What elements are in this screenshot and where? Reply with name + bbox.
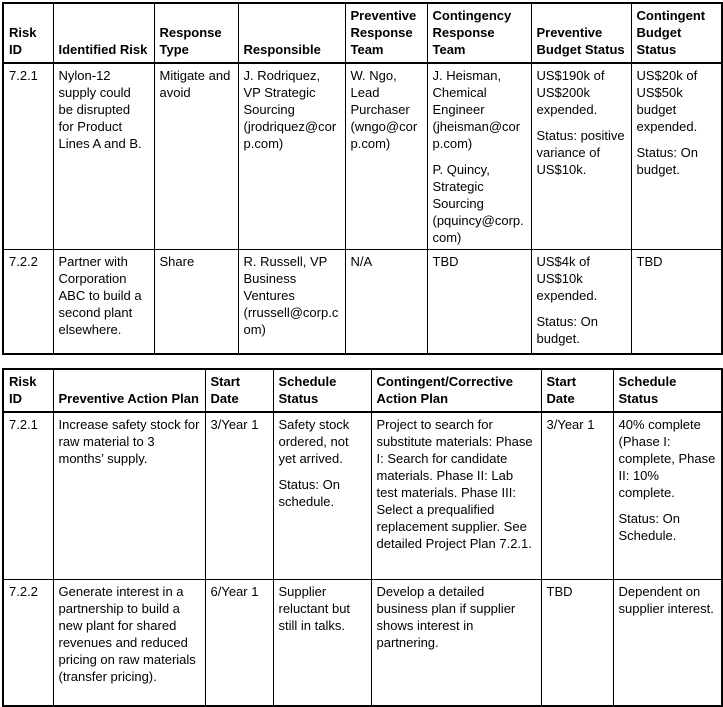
cell-start-date-2: 3/Year 1: [541, 412, 613, 580]
cell-preventive-action-plan: Increase safety stock for raw material to 3 months’ supply.: [53, 412, 205, 580]
table-row-722: [3, 250, 722, 354]
cell-contingent-corrective-action-plan: Develop a detailed business plan if supplier shows interest in partnering.: [371, 580, 541, 706]
cell-schedule-status: Supplier reluctant but still in talks.: [273, 580, 371, 706]
cell-responsible: J. Rodriquez, VP Strategic Sourcing (jrodriquez@corp.com): [238, 63, 345, 250]
column-header-preventive-budget-status: Preventive Budget Status: [531, 3, 631, 63]
column-header-schedule-status: Schedule Status: [273, 369, 371, 412]
column-header-identified-risk: Identified Risk: [53, 3, 154, 63]
table-row-721: [3, 412, 722, 580]
cell-preventive-response-team: W. Ngo, Lead Purchaser (wngo@corp.com): [345, 63, 427, 250]
column-header-contingency-response-team: Contingency Response Team: [427, 3, 531, 63]
column-header-start-date: Start Date: [205, 369, 273, 412]
table-row-721: [3, 63, 722, 250]
cell-schedule-status: Safety stock ordered, not yet arrived. Status: On schedule.: [273, 412, 371, 580]
cell-preventive-response-team: N/A: [345, 250, 427, 354]
column-header-preventive-response-team: Preventive Response Team: [345, 3, 427, 63]
column-header-risk-id: Risk ID: [3, 369, 53, 412]
cell-responsible: R. Russell, VP Business Ventures (rrussell@corp.com): [238, 250, 345, 354]
cell-start-date-2: TBD: [541, 580, 613, 706]
cell-preventive-budget-status: US$4k of US$10k expended. Status: On budget.: [531, 250, 631, 354]
cell-response-type: Mitigate and avoid: [154, 63, 238, 250]
cell-preventive-action-plan: Generate interest in a partnership to build a new plant for shared revenues and reduced pricing on raw materials (transfer pricing).: [53, 580, 205, 706]
cell-contingent-corrective-action-plan: Project to search for substitute materials: Phase I: Search for candidate materials. Phase II: Lab test materials. Phase III: Select a prequalified replacement supplier. See detailed Project Plan 7.2.1.: [371, 412, 541, 580]
action-plan-table: [2, 368, 723, 707]
cell-response-type: Share: [154, 250, 238, 354]
header-row: [3, 3, 722, 63]
cell-contingent-budget-status: US$20k of US$50k budget expended. Status: On budget.: [631, 63, 722, 250]
column-header-contingent-corrective-action-plan: Contingent/Corrective Action Plan: [371, 369, 541, 412]
column-header-risk-id: Risk ID: [3, 3, 53, 63]
cell-contingency-response-team: TBD: [427, 250, 531, 354]
table-row-722: [3, 580, 722, 706]
cell-schedule-status-2: Dependent on supplier interest.: [613, 580, 722, 706]
header-row: [3, 369, 722, 412]
column-header-preventive-action-plan: Preventive Action Plan: [53, 369, 205, 412]
cell-identified-risk: Nylon-12 supply could be disrupted for Product Lines A and B.: [53, 63, 154, 250]
risk-response-table: [2, 2, 723, 355]
cell-start-date: 6/Year 1: [205, 580, 273, 706]
column-header-responsible: Responsible: [238, 3, 345, 63]
cell-identified-risk: Partner with Corporation ABC to build a second plant elsewhere.: [53, 250, 154, 354]
cell-contingency-response-team: J. Heisman, Chemical Engineer (jheisman@corp.com) P. Quincy, Strategic Sourcing (pquincy@corp.com): [427, 63, 531, 250]
cell-schedule-status-2: 40% complete (Phase I: complete, Phase II: 10% complete. Status: On Schedule.: [613, 412, 722, 580]
cell-contingent-budget-status: TBD: [631, 250, 722, 354]
cell-start-date: 3/Year 1: [205, 412, 273, 580]
cell-risk-id: 7.2.2: [3, 580, 53, 706]
cell-risk-id: 7.2.2: [3, 250, 53, 354]
cell-risk-id: 7.2.1: [3, 63, 53, 250]
column-header-response-type: Response Type: [154, 3, 238, 63]
column-header-contingent-budget-status: Contingent Budget Status: [631, 3, 722, 63]
column-header-schedule-status-2: Schedule Status: [613, 369, 722, 412]
cell-risk-id: 7.2.1: [3, 412, 53, 580]
cell-preventive-budget-status: US$190k of US$200k expended. Status: positive variance of US$10k.: [531, 63, 631, 250]
column-header-start-date-2: Start Date: [541, 369, 613, 412]
